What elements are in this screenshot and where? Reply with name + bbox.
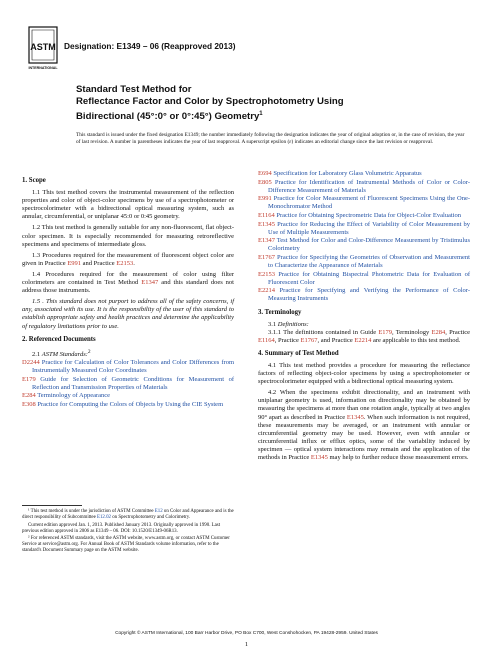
ref-link[interactable]: E2153	[116, 259, 134, 267]
reference-item[interactable]: E308 Practice for Computing the Colors of Objects by Using the CIE System	[22, 400, 224, 408]
title-line-2: Reflectance Factor and Color by Spectrophotometry Using	[76, 96, 344, 107]
ref-link[interactable]: E1345	[310, 454, 328, 461]
reference-item[interactable]: E284 Terminology of Appearance	[22, 392, 111, 400]
footnote-2: ² For referenced ASTM standards, visit the ASTM website, www.astm.org, or contact ASTM Customer Service at service@astm.org. For Annual Book of ASTM Standards volume information, refer to the standard's Document Summary page on the ASTM website.	[22, 536, 230, 553]
ref-link[interactable]: E1345	[346, 413, 364, 421]
logo-caption: INTERNATIONAL	[28, 66, 58, 70]
ref-link[interactable]: E12.02	[96, 515, 111, 520]
paragraph-1-3: 1.3 Procedures required for the measurement of fluorescent object color are given in Practice E991 and Practice E2153.	[22, 251, 234, 267]
footnote-divider	[22, 505, 82, 506]
ref-link[interactable]: E991	[67, 259, 82, 267]
footnote-1-edition: Current edition approved Jan. 1, 2013. Published January 2013. Originally approved in 1990. Last previous edition approved in 2006 as E1349 – 06. DOI: 10.1520/E1349-06R13.	[22, 522, 221, 534]
reference-item[interactable]: E1347 Test Method for Color and Color-Difference Measurement by Tristimulus Colorimetry	[258, 237, 470, 253]
copyright-line: Copyright © ASTM International, 100 Barr Harbor Drive, PO Box C700, West Conshohocken, PA 19428-2959. United States	[115, 631, 378, 636]
title-line-1: Standard Test Method for	[76, 84, 192, 95]
paragraph-1-1: 1.1 This test method covers the instrumental measurement of the reflection properties and color of object-color specimens by use of a spectrophotometer or spectrocolorimeter with a bidirectional optical measuring system, such as annular, circumferential, or uniplanar 45:0 or 0:45 geometry.	[22, 189, 234, 221]
logo-letters: ASTM	[30, 42, 56, 52]
paragraph-1-2: 1.2 This test method is generally suitable for any non-fluorescent, flat object-color specimen. It is especially recommended for measuring retroreflective specimens and specimens of intermediate gloss.	[22, 224, 234, 248]
reference-item[interactable]: E805 Practice for Identification of Instrumental Methods of Color or Color-Difference Measurement of Materials	[258, 178, 470, 194]
reference-item[interactable]: E1164 Practice for Obtaining Spectrometric Data for Object-Color Evaluation	[258, 211, 462, 219]
designation: Designation: E1349 – 06 (Reapproved 2013)	[64, 41, 236, 51]
ref-link[interactable]: E284	[431, 328, 446, 336]
ref-link[interactable]: E179	[378, 328, 393, 336]
reference-item[interactable]: E1767 Practice for Specifying the Geometries of Observation and Measurement to Characterize the Appearance of Materials	[258, 253, 470, 270]
title-line-3: Bidirectional (45°:0° or 0°:45°) Geometry$^1$	[76, 111, 263, 123]
astm-standards-subheading: 2.1 ASTM Standards:$^2$	[32, 348, 91, 358]
title-block	[76, 84, 476, 123]
paragraph-1-5: 1.5 . This standard does not purport to address all of the safety concerns, if any, associated with its use. It is the responsibility of the user of this standard to establish appropriate safety and health practices and determine the applicability of regulatory limitations prior to use.	[22, 298, 234, 330]
ref-link[interactable]: E1767	[300, 336, 318, 344]
ref-link[interactable]: E1164	[258, 336, 275, 344]
section-heading-terminology: 3. Terminology	[258, 308, 302, 316]
left-column	[22, 172, 234, 410]
right-column	[258, 170, 470, 465]
reference-item[interactable]: E2214 Practice for Specifying and Verifying the Performance of Color-Measuring Instruments	[258, 287, 470, 303]
section-heading-summary: 4. Summary of Test Method	[258, 349, 339, 357]
reference-item[interactable]: E991 Practice for Color Measurement of Fluorescent Specimens Using the One-Monochromator Method	[258, 195, 470, 211]
paragraph-3-1-1: 3.1.1 The definitions contained in Guide E179, Terminology E284, Practice E1164, Practice E1767, and Practice E2214 are applicable to this test method.	[258, 328, 470, 344]
section-heading-scope: 1. Scope	[22, 177, 46, 184]
title-footnote-marker: 1	[259, 111, 263, 117]
ref-link[interactable]: E2214	[354, 336, 372, 344]
reference-item[interactable]: E179 Guide for Selection of Geometric Conditions for Measurement of Reflection and Transmission Properties of Materials	[22, 375, 234, 391]
section-heading-referenced-documents: 2. Referenced Documents	[22, 335, 96, 343]
ref-link[interactable]: E1347	[141, 279, 159, 287]
right-reference-list	[258, 170, 470, 304]
paragraph-4-1: 4.1 This test method provides a procedure for measuring the reflectance factors of reflecting object-color specimens by using a spectrophotometer or spectrocolorimeter equipped with a bidirectional optical measuring system.	[258, 361, 470, 386]
reference-item[interactable]: E1345 Practice for Reducing the Effect of Variability of Color Measurement by Use of Multiple Measurements	[258, 220, 470, 236]
footnotes	[22, 505, 234, 556]
left-reference-list	[22, 359, 234, 409]
paragraph-1-4: 1.4 Procedures required for the measurement of color using filter colorimeters are contained in Test Method E1347 and this standard does not address those instruments.	[22, 270, 234, 295]
definitions-subheading: 3.1 Definitions:	[268, 320, 309, 328]
paragraph-4-2: 4.2 When the specimens exhibit directionality, and an instrument with uniplanar geometry is used, information on directionality may be obtained by measuring the specimens at more than one rotation angle, typically at two angles 90° apart as described in Practice E1345. When such information is not required, these measurements may be averaged, or an instrument with annular or circumferential geometry may be used. However, even with annular or circumferential influx or efflux optics, some of the variability induced by specimen — optical system interactions may remain and the application of the methods in Practice E1345 may help to further reduce those measurement errors.	[258, 389, 470, 461]
footnote-1: ¹ This test method is under the jurisdiction of ASTM Committee E12 on Color and Appearance and is the direct responsibility of Subcommittee E12.02 on Spectrophotometry and Colorimetry.	[22, 509, 234, 520]
astm-logo	[28, 26, 58, 72]
reference-item[interactable]: E694 Specification for Laboratory Glass Volumetric Apparatus	[258, 170, 422, 177]
ref-link[interactable]: E12	[154, 509, 163, 514]
intro-note: This standard is issued under the fixed designation E1349; the number immediately following the designation indicates the year of original adoption or, in the case of revision, the year of last revision. A number in parentheses indicates the year of last reapproval. A superscript epsilon (ε) indicates an editorial change since the last revision or reapproval.	[76, 132, 465, 145]
page-number: 1	[244, 641, 249, 648]
reference-item[interactable]: D2244 Practice for Calculation of Color Tolerances and Color Differences from Instrumentally Measured Color Coordinates	[22, 358, 234, 375]
reference-item[interactable]: E2153 Practice for Obtaining Bispectral Photometric Data for Evaluation of Fluorescent Color	[258, 270, 470, 286]
